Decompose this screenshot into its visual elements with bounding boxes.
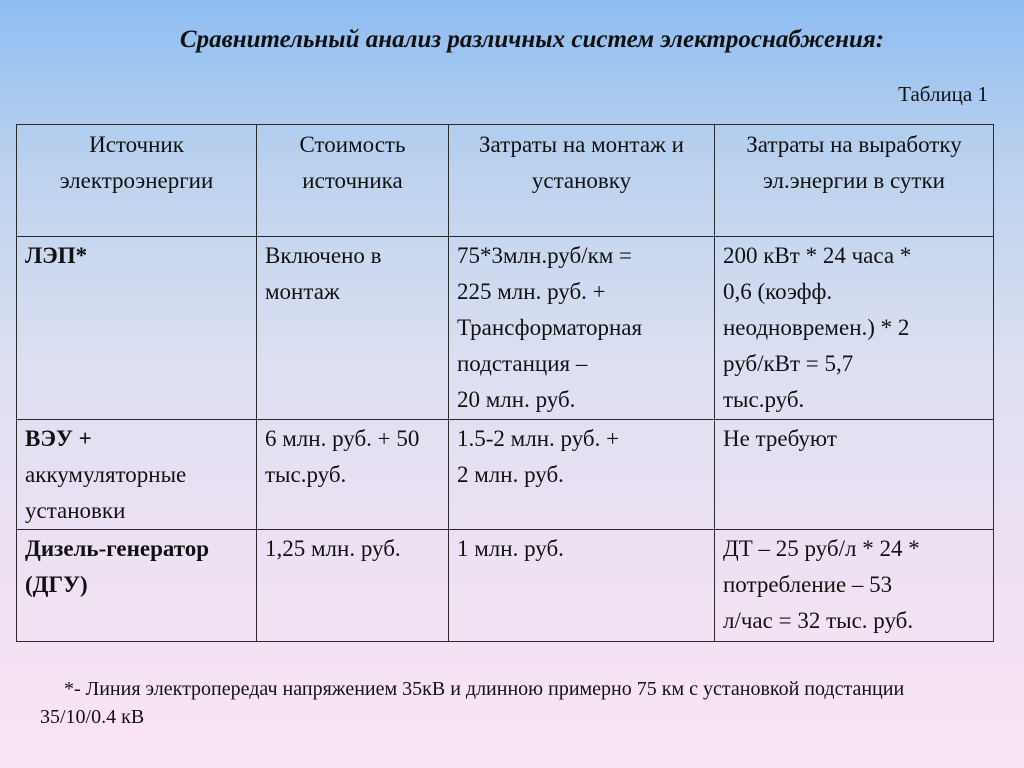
source-label: ВЭУ + (25, 426, 92, 451)
cell-install (449, 530, 715, 642)
install-line: подстанция – (457, 351, 588, 376)
cell-cost: Включено в монтаж (257, 237, 449, 420)
cell-cost: 6 млн. руб. + 50 тыс.руб. (257, 420, 449, 530)
cell-source (17, 420, 257, 530)
footnote-text: *- Линия электропередач напряжением 35кВ и длинною примерно 75 км с установкой подстанции 35/10/0.4 кВ (40, 678, 905, 728)
source-label: ЛЭП* (25, 243, 88, 268)
cell-source (17, 237, 257, 420)
header-source: Источник электроэнергии (17, 125, 257, 237)
comparison-table (16, 124, 994, 642)
daily-line: ДТ – 25 руб/л * 24 * (723, 536, 920, 561)
daily-line: неодновремен.) * 2 (723, 315, 910, 340)
daily-line: тыс.руб. (723, 387, 805, 412)
daily-line: л/час = 32 тыс. руб. (723, 608, 914, 633)
table-caption: Таблица 1 (898, 82, 988, 106)
table-row (17, 237, 994, 420)
footnote (40, 675, 940, 731)
header-install: Затраты на монтаж и установку (449, 125, 715, 237)
install-line: 2 млн. руб. (457, 462, 564, 487)
daily-line: руб/кВт = 5,7 (723, 351, 854, 376)
install-line: 1.5-2 млн. руб. + (457, 426, 620, 451)
cell-install (449, 237, 715, 420)
table-header-row (17, 125, 994, 237)
install-line: Трансформаторная (457, 315, 643, 340)
table-row (17, 420, 994, 530)
daily-line: 0,6 (коэфф. (723, 279, 833, 304)
header-cost: Стоимость источника (257, 125, 449, 237)
cell-daily (715, 420, 994, 530)
cell-cost: 1,25 млн. руб. (257, 530, 449, 642)
cell-install (449, 420, 715, 530)
cell-daily (715, 530, 994, 642)
install-line: 75*3млн.руб/км = (457, 243, 633, 268)
header-daily: Затраты на выработку эл.энергии в сутки (715, 125, 994, 237)
cell-daily (715, 237, 994, 420)
source-label: Дизель-генератор (ДГУ) (25, 536, 210, 597)
install-line: 1 млн. руб. (457, 536, 564, 561)
daily-line: потребление – 53 (723, 572, 893, 597)
cell-source (17, 530, 257, 642)
daily-line: 200 кВт * 24 часа * (723, 243, 912, 268)
table-row (17, 530, 994, 642)
install-line: 225 млн. руб. + (457, 279, 606, 304)
slide-title: Сравнительный анализ различных систем электроснабжения: (179, 26, 885, 53)
daily-line: Не требуют (723, 426, 837, 451)
install-line: 20 млн. руб. (457, 387, 576, 412)
source-extra: аккумуляторные установки (25, 462, 187, 523)
